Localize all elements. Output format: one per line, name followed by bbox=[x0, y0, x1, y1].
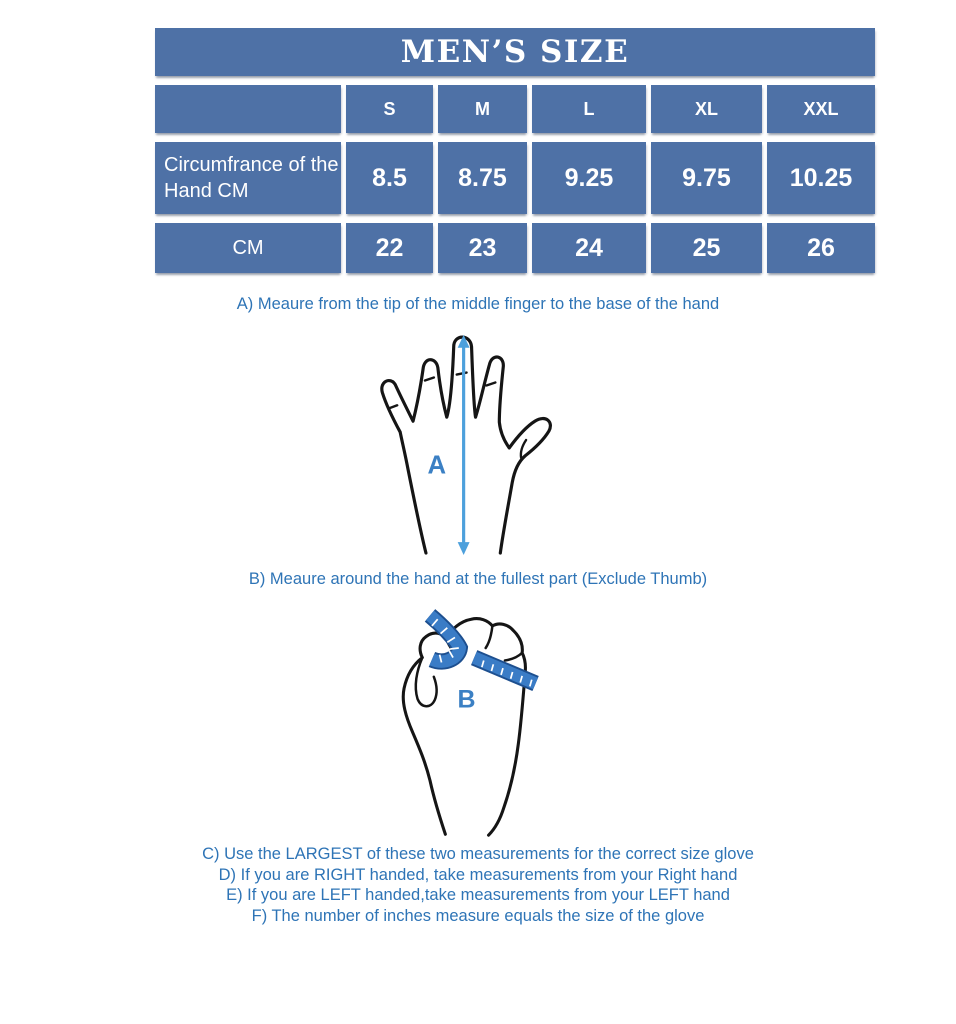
col-header-l: L bbox=[532, 85, 646, 133]
instruction-f: F) The number of inches measure equals the size of the glove bbox=[251, 906, 705, 925]
instruction-b: B) Meaure around the hand at the fullest part (Exclude Thumb) bbox=[248, 570, 708, 588]
instruction-a: A) Meaure from the tip of the middle finger to the base of the hand bbox=[236, 295, 720, 313]
cm-value-l: 24 bbox=[532, 223, 646, 273]
cm-value-xl: 25 bbox=[651, 223, 762, 273]
col-header-s: S bbox=[346, 85, 433, 133]
circumference-value-l: 9.25 bbox=[532, 142, 646, 214]
cm-value-m: 23 bbox=[438, 223, 527, 273]
mens-size-table bbox=[150, 19, 880, 282]
col-header-m: M bbox=[438, 85, 527, 133]
circumference-value-s: 8.5 bbox=[346, 142, 433, 214]
circumference-value-xxl: 10.25 bbox=[767, 142, 875, 214]
circumference-value-m: 8.75 bbox=[438, 142, 527, 214]
instruction-c: C) Use the LARGEST of these two measurements for the correct size glove bbox=[202, 845, 754, 863]
footnotes bbox=[0, 844, 956, 926]
fist-measure-diagram bbox=[382, 600, 574, 840]
instruction-e: E) If you are LEFT handed,take measurements from your LEFT hand bbox=[226, 886, 730, 904]
hand-measure-diagram bbox=[366, 323, 591, 556]
col-header-xl: XL bbox=[651, 85, 762, 133]
circumference-value-xl: 9.75 bbox=[651, 142, 762, 214]
cm-value-xxl: 26 bbox=[767, 223, 875, 273]
hand-diagram-label: A bbox=[427, 451, 446, 480]
row-label-cm: CM bbox=[155, 223, 341, 273]
cm-value-s: 22 bbox=[346, 223, 433, 273]
table-title: MEN’S SIZE bbox=[155, 28, 875, 76]
instruction-d: D) If you are RIGHT handed, take measurements from your Right hand bbox=[218, 865, 738, 884]
fist-diagram-label: B bbox=[457, 685, 476, 714]
open-hand-outline bbox=[381, 337, 550, 553]
col-header-xxl: XXL bbox=[767, 85, 875, 133]
corner-cell bbox=[155, 85, 341, 133]
row-label-circumference: Circumfrance of the Hand CM bbox=[155, 142, 341, 214]
